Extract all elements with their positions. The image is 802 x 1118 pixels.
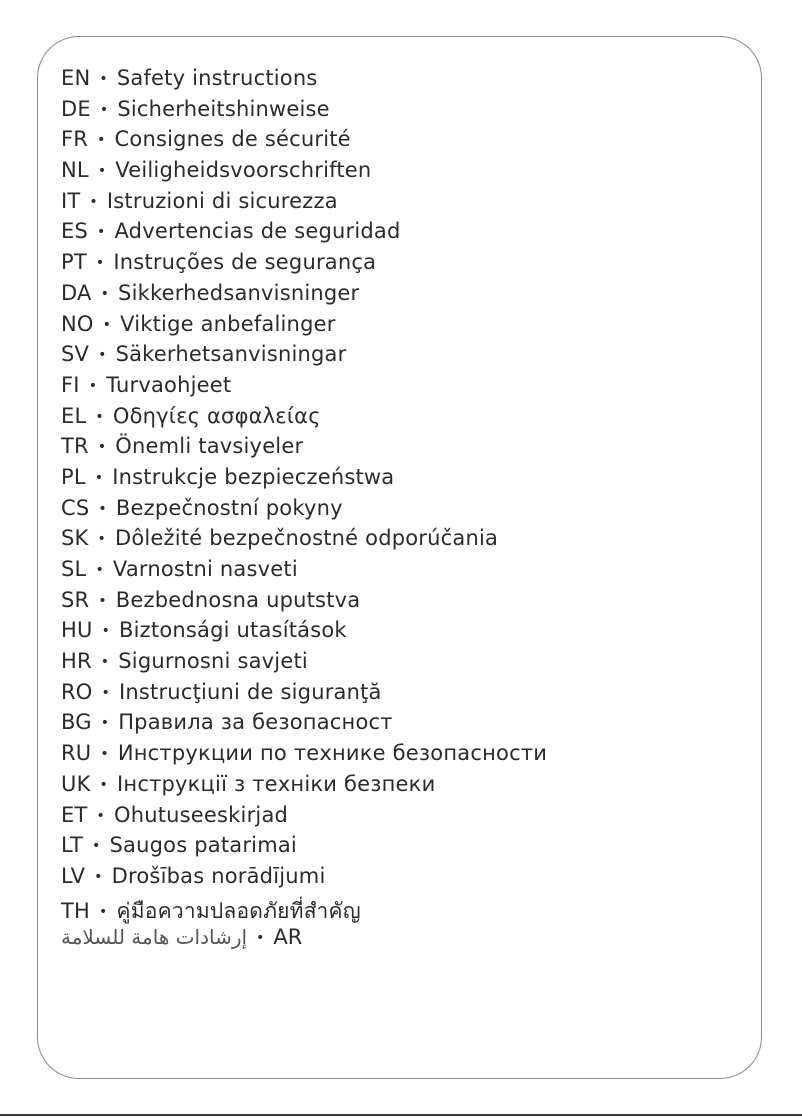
language-text: Istruzioni di sicurezza [106,188,338,213]
language-code: ES [61,219,88,244]
bullet-icon: • [89,193,98,210]
language-code: SV [61,342,90,367]
bullet-icon: • [96,807,105,824]
list-item [61,710,547,741]
language-code: BG [61,710,92,735]
language-code: TR [61,434,89,459]
list-item [61,373,547,404]
language-code: RU [61,741,92,766]
bullet-icon: • [99,101,109,118]
language-text: Safety instructions [116,66,318,90]
bullet-icon: • [98,347,107,364]
language-code: RO [61,679,93,704]
bullet-icon: • [100,715,110,732]
language-text: Veiligheidsvoorschriften [115,158,372,183]
list-item [61,680,547,711]
bullet-icon: • [94,868,103,885]
language-text: Önemli tavsiyeler [115,434,304,459]
bullet-icon: • [92,838,101,855]
language-text: Drošības norādījumi [111,863,326,888]
language-code: IT [61,188,81,213]
language-text: Viktige anbefalinger [120,311,336,336]
language-code: TH [61,898,91,923]
list-item [61,618,547,649]
language-text: Bezpečnostní pokyny [115,495,343,520]
language-text: Dôležité bezpečnostné odporúčania [114,526,499,551]
language-text: Säkerhetsanvisningar [115,342,347,367]
bullet-icon: • [97,439,107,456]
language-text: Ohutuseeskirjad [113,802,289,827]
language-text: إرشادات هامة للسلامة [61,925,248,950]
list-item [61,772,547,803]
language-code: SK [61,526,89,551]
bullet-icon: • [100,746,109,763]
language-text: Advertencias de seguridad [114,219,401,244]
bullet-icon: • [97,224,106,241]
bullet-icon: • [99,71,108,87]
language-text: Consignes de sécurité [114,127,351,152]
language-code: NO [61,311,94,336]
language-text: คู่มือความปลอดภัยที่สำคัญ [116,898,361,923]
list-item [61,250,547,281]
list-item [61,557,547,588]
list-item [61,189,547,220]
language-code: UK [61,771,91,796]
language-code: HR [61,649,92,674]
list-item [61,342,547,373]
list-item [61,312,547,343]
language-text: Οδηγίες ασφαλείας [112,403,321,428]
bullet-icon: • [100,285,110,302]
language-code: SR [61,587,90,612]
language-code: EN [61,66,91,90]
language-text: Varnostni nasveti [112,557,298,581]
language-code: AR [273,925,303,950]
list-item [61,66,547,97]
list-item [61,465,547,496]
language-code: PT [61,250,87,275]
language-code: DE [61,96,91,121]
language-code: FI [61,372,80,397]
bullet-icon: • [95,562,104,578]
language-text: Biztonsági utasítások [119,618,347,643]
list-item [61,404,547,435]
language-text: Bezbednosna uputstva [115,587,361,612]
bullet-icon: • [97,163,107,180]
bullet-icon: • [95,255,105,272]
language-text: Instruções de segurança [113,250,377,275]
language-text: Sicherheitshinweise [117,96,330,121]
list-item [61,526,547,557]
bullet-icon: • [100,654,110,671]
list-item [61,741,547,772]
language-text: Sigurnosni savjeti [118,649,308,674]
language-code: PL [61,464,86,489]
language-text: Saugos patarimai [109,833,297,858]
bullet-icon: • [98,500,107,517]
language-code: FR [61,127,89,152]
list-item [61,803,547,834]
bullet-icon: • [99,776,109,793]
list-item [61,127,547,158]
bullet-icon: • [94,469,104,486]
language-text: Sikkerhedsanvisninger [118,280,360,305]
language-code: ET [61,802,88,827]
list-item [61,649,547,680]
language-code: HU [61,618,93,643]
bullet-icon: • [101,684,110,701]
language-text: Turvaohjeet [106,372,232,397]
list-item [61,219,547,250]
language-code: NL [61,158,89,183]
list-item [61,434,547,465]
bullet-icon: • [99,903,108,920]
language-text: Instrukcje bezpieczeństwa [112,464,395,489]
list-item [61,281,547,312]
language-text: Інструкції з техніки безпеки [117,771,436,796]
list-item [61,97,547,128]
language-text: Instrucţiuni de siguranţă [119,679,382,704]
list-item [61,833,547,864]
language-code: LT [61,833,84,858]
language-text: Правила за безопасност [118,710,393,735]
list-item [61,496,547,527]
language-code: LV [61,863,86,888]
bullet-icon: • [101,623,111,640]
bullet-icon: • [95,408,104,425]
language-code: EL [61,403,87,428]
list-item [61,158,547,189]
language-code: SL [61,557,87,581]
bullet-icon: • [97,531,106,548]
language-code: CS [61,495,90,520]
language-text: Инструкции по технике безопасности [117,741,548,766]
list-item [61,864,547,895]
list-item [61,588,547,619]
bullet-icon: • [256,930,265,947]
list-item-arabic [61,925,547,956]
bullet-icon: • [102,316,112,333]
bullet-icon: • [98,592,107,609]
bullet-icon: • [88,377,98,394]
bottom-divider [0,1114,802,1116]
list-item [61,895,547,926]
safety-instructions-list [61,66,547,956]
language-code: DA [61,280,92,305]
bullet-icon: • [97,132,106,149]
